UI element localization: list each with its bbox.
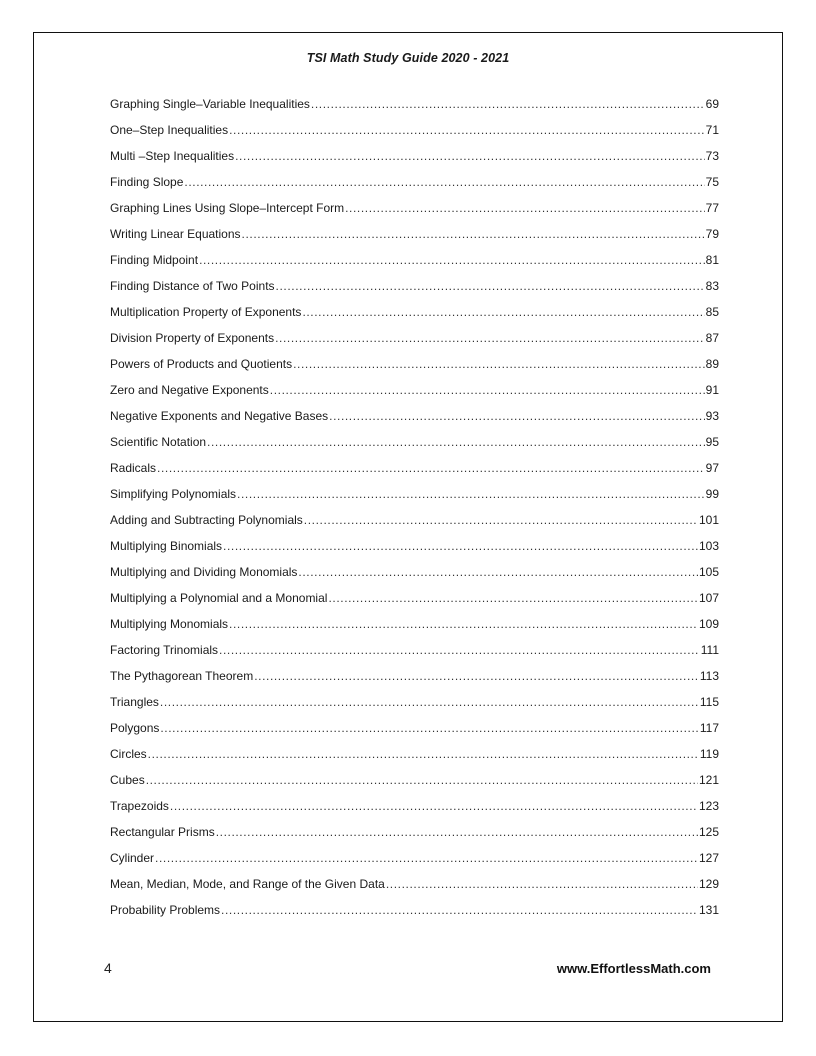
toc-entry[interactable] — [110, 405, 719, 431]
dot-leader — [302, 301, 704, 323]
dot-leader — [157, 457, 705, 479]
toc-entry[interactable] — [110, 119, 719, 145]
toc-entry-title: Mean, Median, Mode, and Range of the Given Data — [110, 877, 385, 891]
toc-entry[interactable] — [110, 249, 719, 275]
toc-entry-page: 69 — [705, 97, 719, 111]
toc-entry-page: 81 — [705, 253, 719, 267]
dot-leader — [304, 509, 698, 531]
dot-leader — [275, 327, 705, 349]
toc-entry-title: Circles — [110, 747, 147, 761]
toc-entry-title: Radicals — [110, 461, 157, 475]
toc-entry-page: 95 — [705, 435, 719, 449]
dot-leader — [146, 769, 698, 791]
toc-entry-title: Finding Distance of Two Points — [110, 279, 275, 293]
toc-entry-page: 105 — [698, 565, 719, 579]
footer-website-url: www.EffortlessMath.com — [556, 961, 711, 976]
toc-entry-page: 101 — [698, 513, 719, 527]
toc-entry-title: Multiplying and Dividing Monomials — [110, 565, 298, 579]
toc-entry-page: 109 — [698, 617, 719, 631]
toc-entry-page: 71 — [705, 123, 719, 137]
dot-leader — [160, 717, 698, 739]
toc-entry-page: 89 — [705, 357, 719, 371]
toc-entry[interactable] — [110, 899, 719, 925]
toc-entry[interactable] — [110, 821, 719, 847]
dot-leader — [229, 119, 705, 141]
dot-leader — [221, 899, 698, 921]
toc-entry-title: Simplifying Polynomials — [110, 487, 237, 501]
toc-entry-title: Division Property of Exponents — [110, 331, 275, 345]
document-header-title: TSI Math Study Guide 2020 - 2021 — [306, 51, 510, 65]
dot-leader — [345, 197, 705, 219]
toc-entry[interactable] — [110, 743, 719, 769]
toc-entry-title: Multiplication Property of Exponents — [110, 305, 302, 319]
toc-entry-title: Trapezoids — [110, 799, 169, 813]
dot-leader — [293, 353, 705, 375]
dot-leader — [254, 665, 699, 687]
dot-leader — [386, 873, 698, 895]
toc-entry-page: 129 — [698, 877, 719, 891]
toc-entry-page: 119 — [699, 747, 719, 761]
toc-entry-page: 113 — [699, 669, 719, 683]
toc-entry-page: 77 — [705, 201, 719, 215]
toc-entry[interactable] — [110, 795, 719, 821]
toc-entry-title: Powers of Products and Quotients — [110, 357, 293, 371]
toc-entry[interactable] — [110, 457, 719, 483]
dot-leader — [216, 821, 698, 843]
toc-entry-page: 117 — [699, 721, 719, 735]
toc-entry-title: Writing Linear Equations — [110, 227, 241, 241]
toc-entry-title: Polygons — [110, 721, 160, 735]
toc-entry-title: Negative Exponents and Negative Bases — [110, 409, 329, 423]
dot-leader — [148, 743, 699, 765]
dot-leader — [229, 613, 698, 635]
dot-leader — [311, 93, 705, 115]
toc-entry-title: Graphing Lines Using Slope–Intercept Form — [110, 201, 345, 215]
toc-entry[interactable] — [110, 847, 719, 873]
toc-entry[interactable] — [110, 301, 719, 327]
toc-entry-title: Zero and Negative Exponents — [110, 383, 269, 397]
toc-entry-title: Factoring Trinomials — [110, 643, 219, 657]
dot-leader — [328, 587, 698, 609]
toc-entry-page: 115 — [699, 695, 719, 709]
toc-entry-page: 121 — [698, 773, 719, 787]
toc-entry[interactable] — [110, 171, 719, 197]
dot-leader — [199, 249, 705, 271]
dot-leader — [276, 275, 705, 297]
toc-entry[interactable] — [110, 717, 719, 743]
toc-entry-title: Triangles — [110, 695, 159, 709]
toc-entry-page: 123 — [698, 799, 719, 813]
dot-leader — [160, 691, 699, 713]
toc-entry[interactable] — [110, 197, 719, 223]
toc-entry-page: 75 — [705, 175, 719, 189]
toc-entry-title: Multi –Step Inequalities — [110, 149, 235, 163]
toc-entry[interactable] — [110, 587, 719, 613]
toc-entry-page: 99 — [705, 487, 719, 501]
toc-entry-title: Adding and Subtracting Polynomials — [110, 513, 303, 527]
dot-leader — [223, 535, 698, 557]
toc-entry-title: Graphing Single–Variable Inequalities — [110, 97, 310, 111]
toc-entry-page: 87 — [705, 331, 719, 345]
dot-leader — [170, 795, 698, 817]
toc-entry[interactable] — [110, 327, 719, 353]
toc-entry[interactable] — [110, 561, 719, 587]
toc-entry-title: One–Step Inequalities — [110, 123, 229, 137]
dot-leader — [207, 431, 705, 453]
toc-entry[interactable] — [110, 431, 719, 457]
dot-leader — [242, 223, 705, 245]
toc-entry-page: 73 — [705, 149, 719, 163]
toc-entry-page: 85 — [705, 305, 719, 319]
dot-leader — [235, 145, 705, 167]
toc-entry-title: Finding Midpoint — [110, 253, 199, 267]
toc-entry[interactable] — [110, 873, 719, 899]
toc-entry[interactable] — [110, 639, 719, 665]
toc-entry-page: 91 — [705, 383, 719, 397]
toc-entry[interactable] — [110, 691, 719, 717]
toc-entry-page: 93 — [705, 409, 719, 423]
toc-entry-page: 79 — [705, 227, 719, 241]
toc-entry-page: 127 — [698, 851, 719, 865]
dot-leader — [219, 639, 700, 661]
toc-entry-title: The Pythagorean Theorem — [110, 669, 254, 683]
toc-entry-title: Cylinder — [110, 851, 155, 865]
toc-entry[interactable] — [110, 223, 719, 249]
toc-entry-page: 125 — [698, 825, 719, 839]
toc-entry-title: Finding Slope — [110, 175, 184, 189]
toc-entry[interactable] — [110, 275, 719, 301]
toc-entry[interactable] — [110, 483, 719, 509]
dot-leader — [237, 483, 705, 505]
toc-entry-page: 83 — [705, 279, 719, 293]
toc-entry-page: 97 — [705, 461, 719, 475]
dot-leader — [184, 171, 704, 193]
toc-entry[interactable] — [110, 379, 719, 405]
toc-entry-title: Multiplying Binomials — [110, 539, 223, 553]
toc-entry-page: 111 — [700, 643, 719, 657]
toc-entry[interactable] — [110, 509, 719, 535]
toc-entry-page: 103 — [698, 539, 719, 553]
toc-entry-page: 131 — [698, 903, 719, 917]
table-of-contents — [110, 93, 719, 925]
toc-entry-title: Cubes — [110, 773, 145, 787]
dot-leader — [155, 847, 698, 869]
toc-entry-title: Rectangular Prisms — [110, 825, 215, 839]
toc-entry[interactable] — [110, 665, 719, 691]
toc-entry-title: Multiplying a Polynomial and a Monomial — [110, 591, 328, 605]
toc-entry[interactable] — [110, 353, 719, 379]
toc-entry-title: Probability Problems — [110, 903, 221, 917]
toc-entry-title: Scientific Notation — [110, 435, 207, 449]
toc-entry-page: 107 — [698, 591, 719, 605]
page-number: 4 — [104, 960, 112, 976]
toc-entry[interactable] — [110, 535, 719, 561]
toc-entry-title: Multiplying Monomials — [110, 617, 229, 631]
dot-leader — [329, 405, 705, 427]
dot-leader — [298, 561, 698, 583]
toc-entry[interactable] — [110, 613, 719, 639]
toc-entry[interactable] — [110, 93, 719, 119]
toc-entry[interactable] — [110, 769, 719, 795]
dot-leader — [270, 379, 705, 401]
toc-entry[interactable] — [110, 145, 719, 171]
